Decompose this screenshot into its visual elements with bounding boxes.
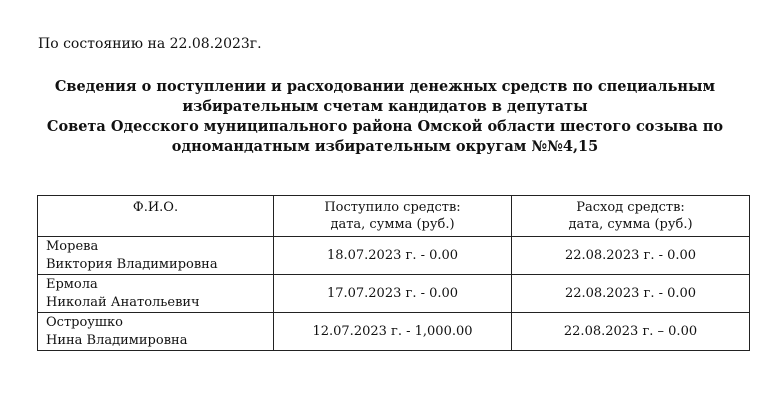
candidate-given-names: Нина Владимировна (46, 332, 188, 348)
title-line: Сведения о поступлении и расходовании денежных средств по специальным (54, 78, 716, 95)
title-line: Совета Одесского муниципального района Омской области шестого созыва по (46, 118, 724, 135)
table-row (38, 237, 750, 275)
received-cell: 18.07.2023 г. - 0.00 (274, 237, 512, 275)
candidate-surname: Ермола (46, 276, 98, 292)
header-received: Поступило средств: дата, сумма (руб.) (274, 196, 512, 237)
header-spent: Расход средств: дата, сумма (руб.) (512, 196, 750, 237)
candidate-name (38, 275, 274, 313)
candidate-surname: Морева (46, 238, 99, 254)
candidate-surname: Остроушко (46, 314, 123, 330)
spent-cell: 22.08.2023 г. – 0.00 (512, 313, 750, 351)
candidate-given-names: Виктория Владимировна (46, 256, 218, 272)
title-line: избирательным счетам кандидатов в депутаты (182, 98, 588, 115)
table-row (38, 313, 750, 351)
candidate-name (38, 237, 274, 275)
table-header-row (38, 196, 750, 237)
received-cell: 17.07.2023 г. - 0.00 (274, 275, 512, 313)
title-line: одномандатным избирательным округам №№4,15 (171, 138, 599, 155)
spent-cell: 22.08.2023 г. - 0.00 (512, 275, 750, 313)
table-row (38, 275, 750, 313)
header-name: Ф.И.О. (38, 196, 274, 237)
funds-table (37, 195, 750, 351)
document-title (20, 77, 750, 157)
candidate-given-names: Николай Анатольевич (46, 294, 200, 310)
spent-cell: 22.08.2023 г. - 0.00 (512, 237, 750, 275)
date-line: По состоянию на 22.08.2023г. (38, 36, 262, 52)
received-cell: 12.07.2023 г. - 1,000.00 (274, 313, 512, 351)
candidate-name (38, 313, 274, 351)
